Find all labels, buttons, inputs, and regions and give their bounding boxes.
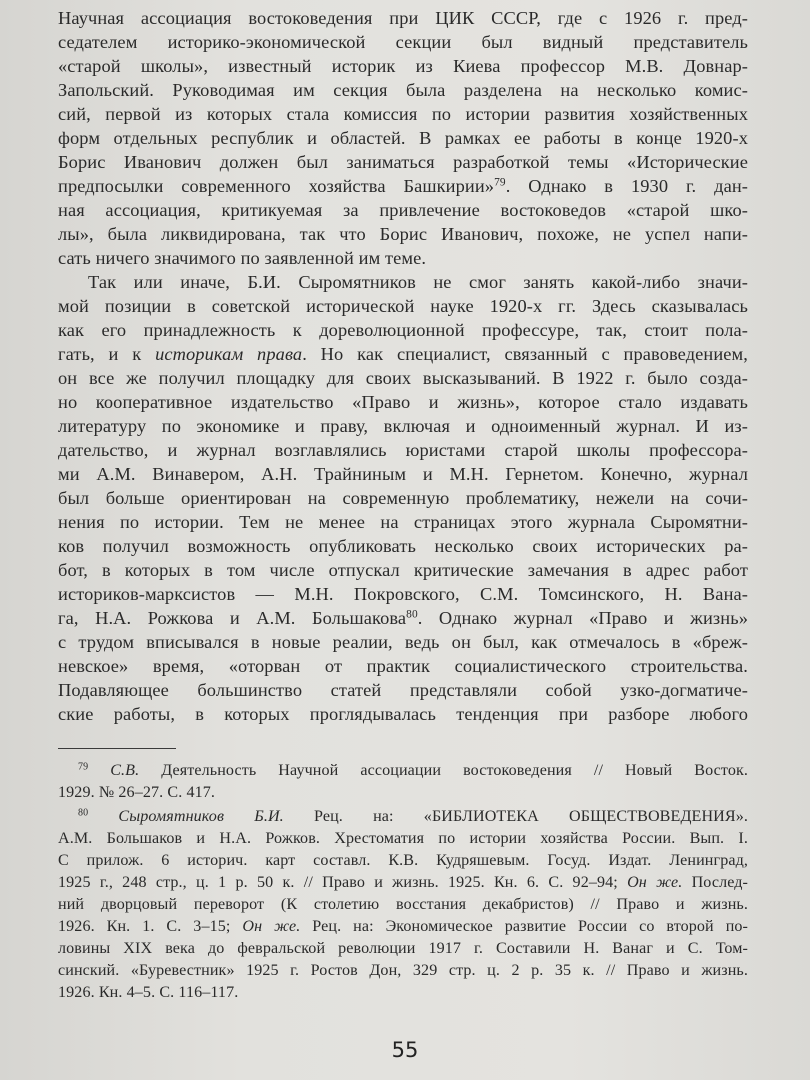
text-line: Запольский. Руководимая им секция была разделена на несколько комис- — [58, 80, 748, 100]
text-run: 1926. Кн. 1. С. 3–15; — [58, 918, 243, 935]
footnote-line: ловины XIX века до февральской революции 1917 г. Составили Н. Ванаг и С. Том- — [58, 940, 748, 957]
text-line: с трудом вписывался в новые реалии, ведь он был, как отмечалось в «бреж- — [58, 632, 748, 652]
footnote-ref[interactable]: 79 — [494, 176, 506, 189]
text-line: Подавляющее большинство статей представляли собой узко-догматиче- — [58, 680, 748, 700]
text-line: невское» время, «оторван от практик социалистического строительства. — [58, 656, 748, 676]
text-line: Научная ассоциация востоковедения при ЦИК СССР, где с 1926 г. пред- — [58, 8, 748, 28]
footnote-marker: 80 — [78, 807, 89, 819]
footnote-line — [58, 916, 748, 938]
text-line: нения по истории. Тем не менее на страницах этого журнала Сыромятни- — [58, 512, 748, 532]
footnote-author: Сыромятников Б.И. — [118, 808, 284, 825]
text-line: мой позиции в советской исторической науке 1920-х гг. Здесь сказывалась — [58, 296, 748, 316]
text-run: га, Н.А. Рожкова и А.М. Большакова — [58, 608, 407, 628]
footnote-line: А.М. Большаков и Н.А. Рожков. Хрестоматия по истории хозяйства России. Вып. I. — [58, 830, 748, 847]
text-run: Рец. на: «БИБЛИОТЕКА ОБЩЕСТВОВЕДЕНИЯ». — [283, 808, 748, 825]
text-line: сий, первой из которых стала комиссия по истории развития хозяйственных — [58, 104, 748, 124]
text-line: «старой школы», известный историк из Киева профессор М.В. Довнар- — [58, 56, 748, 76]
text-line: сать ничего значимого по заявленной им теме. — [58, 248, 427, 268]
text-run: 1925 г., 248 стр., ц. 1 р. 50 к. // Право и жизнь. 1925. Кн. 6. С. 92–94; — [58, 874, 628, 891]
text-run: Рец. на: Экономическое развитие России со второй по- — [300, 918, 749, 935]
text-line: историков-марксистов — М.Н. Покровского, С.М. Томсинского, Н. Вана- — [58, 584, 748, 604]
text-line: он все же получил площадку для своих высказываний. В 1922 г. было созда- — [58, 368, 748, 388]
text-run: . Но как специалист, связанный с правоведением, — [302, 344, 748, 364]
italic-phrase: историкам права — [155, 344, 303, 364]
text-line: Борис Иванович должен был заниматься разработкой темы «Исторические — [58, 152, 748, 172]
text-line: как его принадлежность к дореволюционной профессуре, так, стоит пола- — [58, 320, 748, 340]
footnote-ref[interactable]: 80 — [406, 608, 418, 621]
footnote-79 — [78, 760, 748, 782]
text-line: Так или иначе, Б.И. Сыромятников не смог занять какой-либо значи- — [88, 272, 748, 292]
italic-phrase: Он же. — [242, 918, 301, 935]
text-line — [58, 606, 748, 630]
text-line: форм отдельных республик и областей. В рамках ее работы в конце 1920-х — [58, 128, 748, 148]
text-line: ми А.М. Винавером, А.Н. Трайниным и М.Н. Гернетом. Конечно, журнал — [58, 464, 748, 484]
text-run: . Однако в 1930 г. дан- — [505, 176, 748, 196]
text-line: бот, в которых в том числе отпускал критические замечания в адрес работ — [58, 560, 748, 580]
footnote-80 — [78, 806, 748, 828]
footnote-separator — [58, 748, 176, 749]
text-line: ские работы, в которых проглядывалась тенденция при разборе любого — [58, 704, 748, 724]
text-line: лы», была ликвидирована, так что Борис Иванович, похоже, не успел напи- — [58, 224, 748, 244]
text-run: гать, и к — [58, 344, 156, 364]
text-line: дательство, и журнал возглавлялись юристами старой школы профессора- — [58, 440, 748, 460]
footnote-line: ний дворцовый переворот (К столетию восстания декабристов) // Право и жизнь. — [58, 896, 748, 913]
text-line: но кооперативное издательство «Право и жизнь», которое стало издавать — [58, 392, 748, 412]
text-line: литературу по экономике и праву, включая и одноименный журнал. И из- — [58, 416, 748, 436]
footnote-line — [58, 872, 748, 894]
footnote-line: синский. «Буревестник» 1925 г. Ростов Дон, 329 стр. ц. 2 р. 35 к. // Право и жизнь. — [58, 962, 748, 979]
text-line: седателем историко-экономической секции был видный представитель — [58, 32, 748, 52]
page-number: 55 — [391, 1038, 419, 1062]
text-line: был больше ориентирован на современную проблематику, нежели на сочи- — [58, 488, 748, 508]
footnote-marker: 79 — [78, 761, 89, 773]
text-line — [58, 342, 748, 366]
text-line: ная ассоциация, критикуемая за привлечение востоковедов «старой шко- — [58, 200, 748, 220]
text-run: . Однако журнал «Право и жизнь» — [417, 608, 748, 628]
footnote-line: 1929. № 26–27. С. 417. — [58, 784, 216, 801]
text-line: ков получил возможность опубликовать несколько своих исторических ра- — [58, 536, 748, 556]
text-run: Деятельность Научной ассоциации востоковедения // Новый Восток. — [139, 762, 749, 779]
italic-phrase: Он же. — [627, 874, 683, 891]
text-run: предпосылки современного хозяйства Башкирии» — [58, 176, 495, 196]
footnote-author: С.В. — [110, 762, 140, 779]
text-line — [58, 174, 748, 198]
footnote-line: 1926. Кн. 4–5. С. 116–117. — [58, 984, 239, 1001]
footnote-line: С прилож. 6 историч. карт составл. К.В. Кудряшевым. Госуд. Издат. Ленинград, — [58, 852, 748, 869]
text-run: Послед- — [682, 874, 748, 891]
